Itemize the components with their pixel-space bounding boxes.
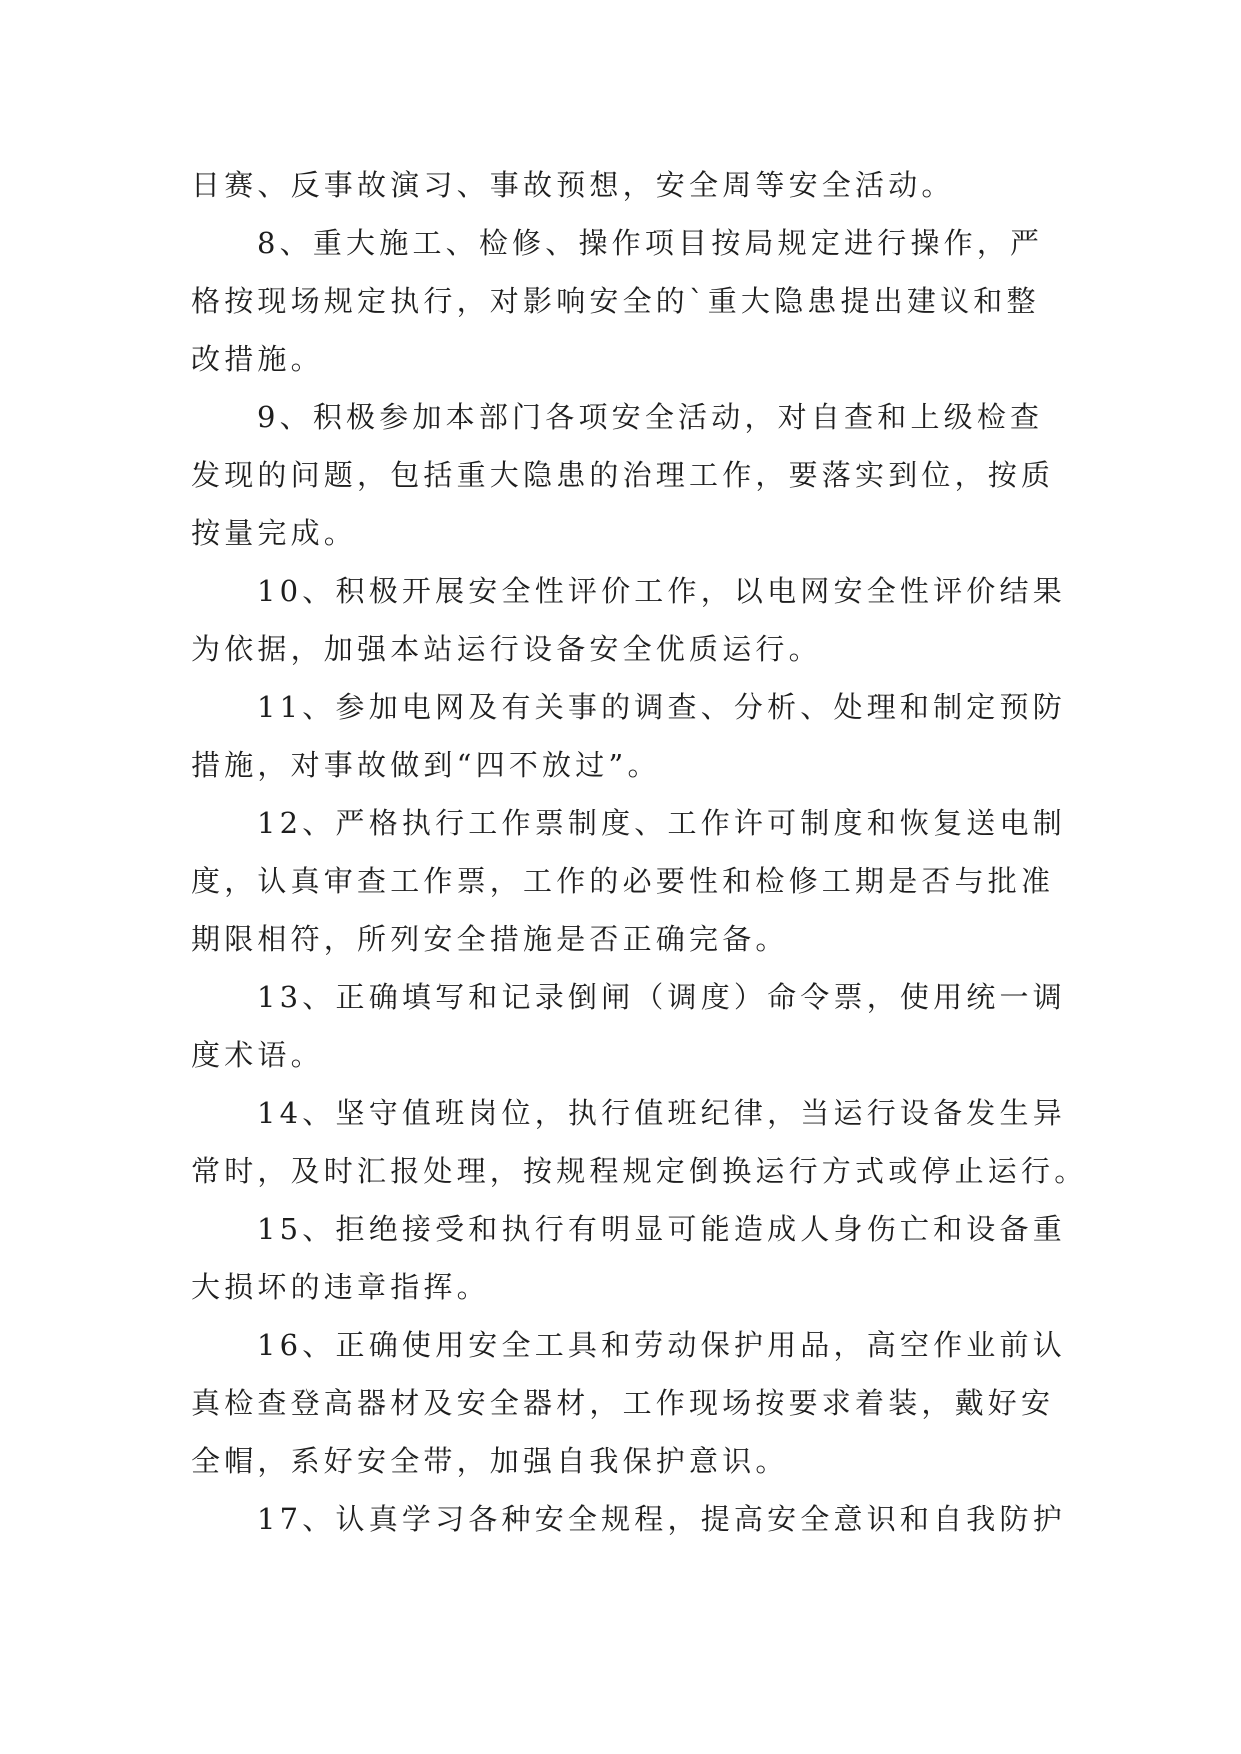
text-line: 度，认真审查工作票，工作的必要性和检修工期是否与批准	[191, 864, 1055, 898]
text-line: 12、严格执行工作票制度、工作许可制度和恢复送电制	[257, 806, 1066, 840]
paragraph-item-16	[191, 1316, 1066, 1490]
document-body	[191, 156, 1088, 1548]
text-line: 日赛、反事故演习、事故预想，安全周等安全活动。	[191, 168, 955, 202]
text-line: 17、认真学习各种安全规程，提高安全意识和自我防护	[257, 1502, 1066, 1536]
text-line: 改措施。	[191, 342, 324, 376]
text-line: 9、积极参加本部门各项安全活动，对自查和上级检查	[257, 400, 1044, 434]
text-line: 15、拒绝接受和执行有明显可能造成人身伤亡和设备重	[257, 1212, 1066, 1246]
text-line: 16、正确使用安全工具和劳动保护用品，高空作业前认	[257, 1328, 1066, 1362]
paragraph	[191, 156, 1051, 214]
text-line: 13、正确填写和记录倒闸（调度）命令票，使用统一调	[257, 980, 1066, 1014]
paragraph-item-13	[191, 968, 1066, 1084]
text-line: 14、坚守值班岗位，执行值班纪律，当运行设备发生异	[257, 1096, 1066, 1130]
paragraph-item-15	[191, 1200, 1066, 1316]
paragraph-item-12	[191, 794, 1066, 968]
text-line: 发现的问题，包括重大隐患的治理工作，要落实到位，按质	[191, 458, 1055, 492]
text-line: 按量完成。	[191, 516, 358, 550]
text-line: 措施，对事故做到“四不放过”。	[191, 748, 661, 782]
text-line: 8、重大施工、检修、操作项目按局规定进行操作，严	[257, 226, 1044, 260]
paragraph-item-8	[191, 214, 1051, 388]
text-line: 10、积极开展安全性评价工作，以电网安全性评价结果	[257, 574, 1066, 608]
text-line: 度术语。	[191, 1038, 324, 1072]
paragraph-item-9	[191, 388, 1055, 562]
text-line: 期限相符，所列安全措施是否正确完备。	[191, 922, 789, 956]
paragraph-item-10	[191, 562, 1066, 678]
text-line: 11、参加电网及有关事的调查、分析、处理和制定预防	[257, 690, 1066, 724]
paragraph-item-17	[191, 1490, 1066, 1548]
paragraph-item-11	[191, 678, 1066, 794]
text-line: 大损坏的违章指挥。	[191, 1270, 490, 1304]
text-line: 全帽，系好安全带，加强自我保护意识。	[191, 1444, 789, 1478]
text-line: 真检查登高器材及安全器材，工作现场按要求着装，戴好安	[191, 1386, 1055, 1420]
text-line: 格按现场规定执行，对影响安全的`重大隐患提出建议和整	[191, 284, 1040, 318]
text-line: 常时，及时汇报处理，按规程规定倒换运行方式或停止运行。	[191, 1154, 1088, 1188]
paragraph-item-14	[191, 1084, 1088, 1200]
text-line: 为依据，加强本站运行设备安全优质运行。	[191, 632, 822, 666]
